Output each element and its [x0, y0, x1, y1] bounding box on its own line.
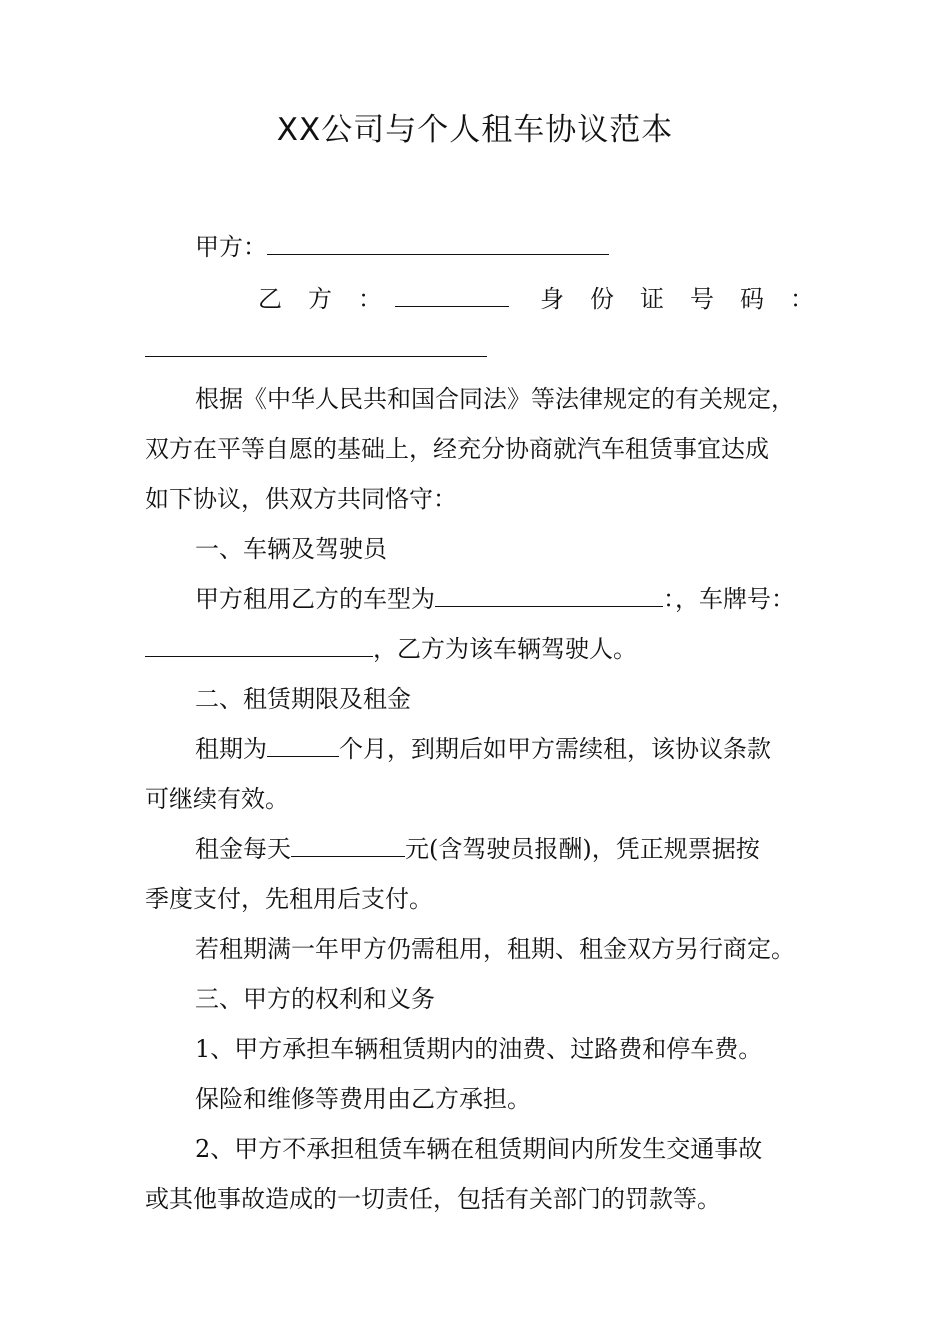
rent-label: 租金每天 — [195, 835, 291, 863]
intro-line: 双方在平等自愿的基础上，经充分协商就汽车租赁事宜达成 — [145, 435, 769, 463]
id-number-line — [145, 334, 487, 364]
id-label-char: ： — [790, 285, 814, 313]
id-label-char: 号 — [690, 285, 714, 313]
section-heading: 一、车辆及驾驶员 — [195, 535, 387, 563]
plate-line — [145, 634, 637, 664]
party-a-label: 甲方： — [195, 233, 267, 261]
clause-line: 2、甲方不承担租赁车辆在租赁期间内所发生交通事故 — [195, 1135, 763, 1163]
intro-line: 如下协议，供双方共同恪守： — [145, 485, 457, 513]
renewal-line: 若租期满一年甲方仍需租用，租期、租金双方另行商定。 — [195, 935, 795, 963]
id-label-char: 份 — [590, 285, 614, 313]
party-b-char: 方 — [308, 285, 332, 313]
plate-blank — [145, 634, 373, 657]
term-line — [195, 734, 771, 764]
term-months-blank — [267, 734, 339, 757]
id-number-blank — [145, 334, 487, 357]
term-label: 租期为 — [195, 735, 267, 763]
daily-rent-blank — [291, 834, 405, 857]
rent-text: 元(含驾驶员报酬)，凭正规票据按 — [405, 835, 760, 863]
section-heading: 二、租赁期限及租金 — [195, 685, 411, 713]
party-b-char: ： — [358, 285, 382, 313]
party-b-name-blank — [395, 284, 509, 307]
id-label-char: 证 — [640, 285, 664, 313]
section-heading: 三、甲方的权利和义务 — [195, 985, 435, 1013]
plate-label: ：，车牌号： — [663, 585, 795, 613]
vehicle-model-line — [195, 584, 795, 614]
id-label-char: 码 — [740, 285, 764, 313]
vehicle-model-label: 甲方租用乙方的车型为 — [195, 585, 435, 613]
term-line-cont: 可继续有效。 — [145, 785, 289, 813]
party-b-char: 乙 — [258, 285, 282, 313]
id-label-char: 身 — [540, 285, 564, 313]
party-a-blank — [267, 232, 609, 255]
vehicle-model-blank — [435, 584, 663, 607]
driver-text: ，乙方为该车辆驾驶人。 — [373, 635, 637, 663]
intro-line: 根据《中华人民共和国合同法》等法律规定的有关规定， — [195, 385, 795, 413]
clause-line: 保险和维修等费用由乙方承担。 — [195, 1085, 531, 1113]
clause-line: 1、甲方承担车辆租赁期内的油费、过路费和停车费。 — [195, 1035, 763, 1063]
clause-line: 或其他事故造成的一切责任，包括有关部门的罚款等。 — [145, 1185, 721, 1213]
rent-line-cont: 季度支付，先租用后支付。 — [145, 885, 433, 913]
party-a-line — [195, 232, 609, 262]
term-text: 个月，到期后如甲方需续租，该协议条款 — [339, 735, 771, 763]
document-title: XX公司与个人租车协议范本 — [276, 112, 674, 148]
party-b-line — [245, 284, 827, 314]
rent-line — [195, 834, 760, 864]
